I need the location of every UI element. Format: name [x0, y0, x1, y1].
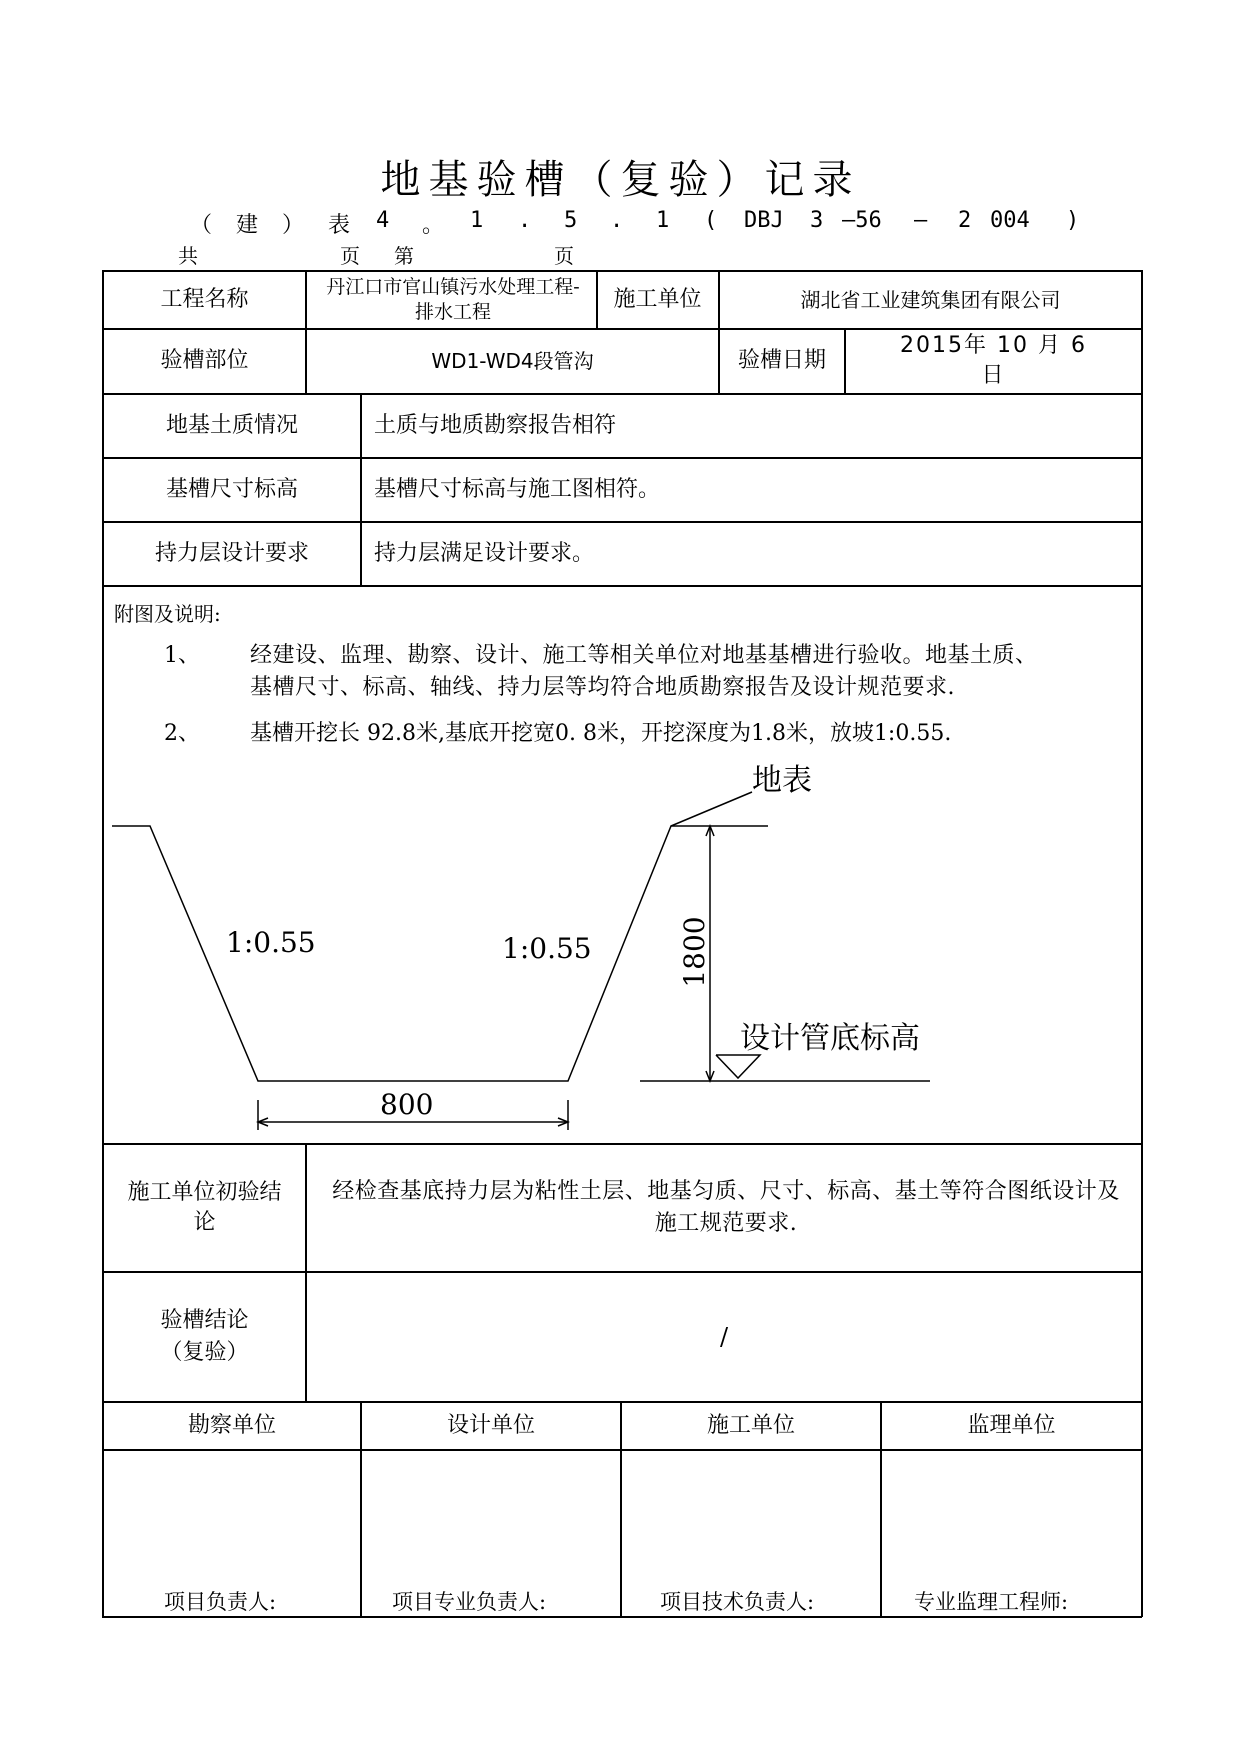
signature-header-design: 设计单位: [446, 1412, 535, 1438]
code-token: ）: [282, 213, 305, 238]
code-token: 3: [810, 208, 824, 233]
recheck-conclusion-value: /: [719, 1322, 729, 1351]
signature-role-survey: 项目负责人:: [164, 1590, 277, 1614]
code-token: 1: [470, 208, 484, 233]
notes-heading: 附图及说明:: [114, 602, 221, 626]
soil-label: 地基土质情况: [165, 412, 298, 438]
pager-page2: 页: [554, 244, 574, 268]
code-token: ): [1066, 208, 1080, 233]
ground-label: 地表: [752, 763, 812, 798]
note-2-number: 2、: [164, 721, 200, 746]
project-name-label: 工程名称: [160, 286, 249, 312]
contractor-label: 施工单位: [613, 286, 702, 312]
code-token: 。: [422, 213, 445, 238]
size-value: 基槽尺寸标高与施工图相符。: [374, 476, 661, 502]
elevation-marker-icon: [716, 1055, 760, 1078]
signature-header-construction: 施工单位: [706, 1412, 795, 1438]
code-token: 1: [656, 208, 670, 233]
ground-leader-line: [671, 792, 752, 826]
note-1-number: 1、: [164, 643, 200, 668]
contractor-value: 湖北省工业建筑集团有限公司: [800, 287, 1061, 312]
signature-role-design: 项目专业负责人:: [392, 1590, 547, 1614]
code-token: 4: [376, 208, 390, 233]
code-token: .: [610, 208, 624, 233]
trench-profile: [112, 826, 768, 1081]
section-value: WD1-WD4段管沟: [431, 349, 594, 373]
initial-conclusion-label: 施工单位初验结论: [127, 1179, 282, 1235]
pager-nth: 第: [394, 244, 414, 268]
soil-value: 土质与地质勘察报告相符: [374, 412, 617, 438]
signature-header-survey: 勘察单位: [187, 1412, 276, 1438]
code-token: 5: [564, 208, 578, 233]
note-1-line-2: 基槽尺寸、标高、轴线、持力层等均符合地质勘察报告及设计规范要求.: [250, 675, 955, 700]
pager-page: 页: [340, 244, 360, 268]
date-label: 验槽日期: [737, 348, 826, 373]
code-token: 004: [990, 208, 1030, 233]
bearing-value: 持力层满足设计要求。: [374, 540, 595, 566]
width-label: 800: [380, 1088, 434, 1121]
code-token: （: [190, 213, 213, 238]
signature-role-construction: 项目技术负责人:: [660, 1590, 815, 1614]
size-label: 基槽尺寸标高: [165, 476, 298, 502]
project-name-value: 丹江口市官山镇污水处理工程-排水工程: [326, 275, 580, 323]
recheck-conclusion-label: 验槽结论（复验）: [160, 1307, 249, 1365]
slope-left-label: 1:0.55: [226, 926, 316, 959]
code-token: .: [518, 208, 532, 233]
code-token: (: [704, 208, 718, 233]
code-token: —56: [842, 208, 882, 233]
bearing-label: 持力层设计要求: [154, 540, 309, 566]
bottom-elevation-label: 设计管底标高: [740, 1021, 920, 1056]
pager-total: 共: [178, 244, 198, 268]
signature-role-supervision: 专业监理工程师:: [914, 1590, 1069, 1614]
code-token: —: [914, 208, 928, 233]
note-2-line: 基槽开挖长 92.8米,基底开挖宽0. 8米，开挖深度为1.8米，放坡1:0.55.: [250, 721, 952, 746]
document-title: 地基验槽（复验）记录: [380, 157, 861, 203]
note-1-line-1: 经建设、监理、勘察、设计、施工等相关单位对地基基槽进行验收。地基土质、: [250, 643, 1038, 668]
code-token: DBJ: [744, 208, 784, 233]
code-token: 2: [958, 208, 972, 233]
signature-header-supervision: 监理单位: [967, 1412, 1056, 1438]
code-token: 表: [328, 213, 351, 238]
slope-right-label: 1:0.55: [502, 932, 592, 965]
date-value: 2015年 10 月 6 日: [900, 333, 1087, 388]
depth-label: 1800: [678, 916, 711, 988]
code-token: 建: [236, 213, 259, 238]
initial-conclusion-value: 经检查基底持力层为粘性土层、地基匀质、尺寸、标高、基土等符合图纸设计及施工规范要求.: [332, 1178, 1120, 1236]
section-label: 验槽部位: [160, 348, 249, 373]
